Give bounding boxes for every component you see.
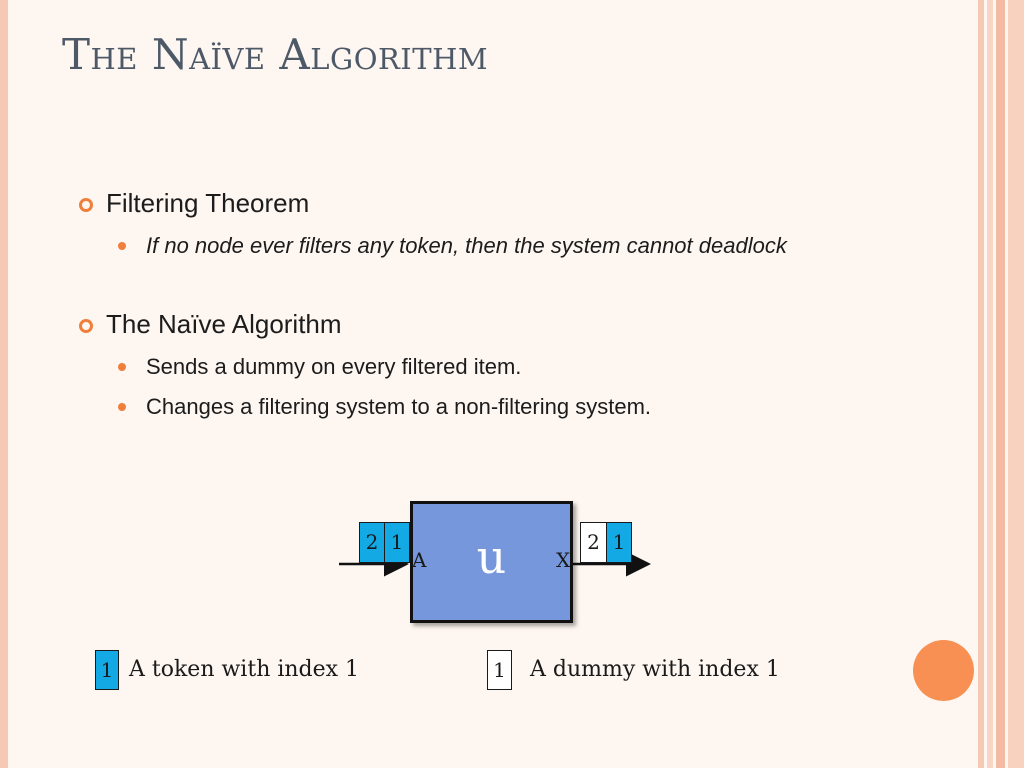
legend-token-swatch: 1 <box>95 650 119 690</box>
node-u <box>410 501 573 623</box>
output-dummy-cell: 2 <box>580 522 607 563</box>
sub-bullet-text: If no node ever filters any token, then the system cannot deadlock <box>146 233 787 258</box>
legend-token-text: A token with index 1 <box>129 657 360 682</box>
input-port-label: A <box>412 548 427 572</box>
legend-dummy-text: A dummy with index 1 <box>530 657 780 682</box>
legend-dummy-swatch: 1 <box>487 650 512 690</box>
sub-bullet-text: Sends a dummy on every filtered item. <box>146 354 522 379</box>
bullet-heading: Filtering Theorem <box>106 188 310 218</box>
node-label: u <box>476 530 507 584</box>
input-token-cell: 1 <box>384 522 410 563</box>
bullet-heading: The Naïve Algorithm <box>106 309 342 339</box>
sub-bullet-text: Changes a filtering system to a non-filtering system. <box>146 394 652 419</box>
input-token-cell: 2 <box>359 522 385 563</box>
decorative-circle <box>913 640 974 701</box>
output-port-label: X <box>556 548 571 572</box>
slide-title: The Naïve Algorithm <box>62 30 489 79</box>
output-token-cell: 1 <box>606 522 632 563</box>
